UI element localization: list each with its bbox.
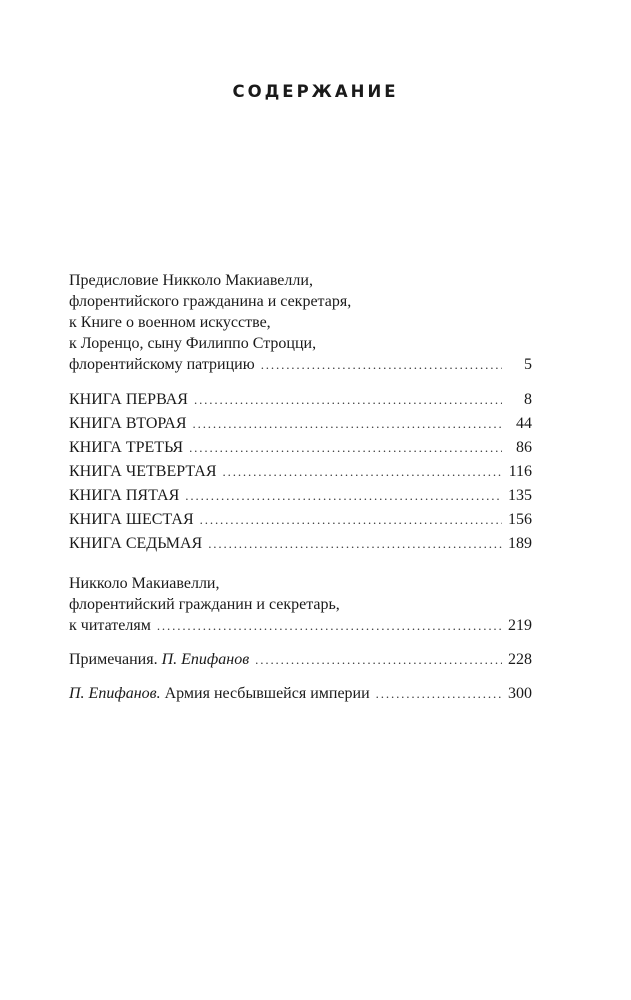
toc-entry-book-5[interactable]: [69, 485, 532, 506]
toc-readers-line: Никколо Макиавелли,: [69, 575, 220, 592]
leader-dots: [194, 389, 502, 410]
toc-entry-book-3[interactable]: [69, 437, 532, 458]
toc-book-label: КНИГА ПЕРВАЯ: [69, 391, 188, 408]
toc-entry-book-6[interactable]: [69, 509, 532, 530]
leader-dots: [193, 413, 503, 434]
leader-dots: [185, 485, 502, 506]
toc-entry-to-readers[interactable]: [69, 573, 532, 636]
toc-page-number: 116: [508, 463, 532, 480]
toc-preface-label: флорентийскому патрицию: [69, 356, 255, 373]
toc-entry-preface[interactable]: [69, 270, 532, 375]
leader-dots: [255, 649, 502, 670]
toc-book-label: КНИГА ТРЕТЬЯ: [69, 439, 184, 456]
toc-page-number: 5: [524, 356, 532, 373]
toc-entry-book-7[interactable]: [69, 533, 532, 554]
toc-entry-notes[interactable]: [69, 649, 532, 670]
toc-readers-label: к читателям: [69, 617, 151, 634]
toc-preface-line: к Лоренцо, сыну Филиппо Строцци,: [69, 335, 317, 352]
toc-notes-label: Примечания.: [69, 651, 158, 668]
table-of-contents: [69, 270, 532, 704]
toc-page-number: 228: [508, 651, 532, 668]
toc-book-label: КНИГА ШЕСТАЯ: [69, 511, 194, 528]
toc-essay-label: Армия несбывшейся империи: [164, 685, 370, 702]
toc-page-number: 8: [524, 391, 532, 408]
toc-page-number: 300: [508, 685, 532, 702]
toc-preface-line: флорентийского гражданина и секретаря,: [69, 293, 352, 310]
toc-book-label: КНИГА ЧЕТВЕРТАЯ: [69, 463, 217, 480]
leader-dots: [200, 509, 502, 530]
leader-dots: [261, 354, 502, 375]
toc-preface-last-line: [69, 354, 532, 375]
toc-essay-author: П. Епифанов.: [69, 685, 161, 702]
toc-page-number: 189: [508, 535, 532, 552]
leader-dots: [189, 437, 502, 458]
toc-readers-line: флорентийский гражданин и секретарь,: [69, 596, 340, 613]
page-title: СОДЕРЖАНИЕ: [232, 82, 399, 101]
toc-preface-line: к Книге о военном искусстве,: [69, 314, 271, 331]
leader-dots: [157, 615, 502, 636]
toc-entry-essay[interactable]: [69, 683, 532, 704]
toc-book-label: КНИГА ПЯТАЯ: [69, 487, 180, 504]
toc-entry-book-4[interactable]: [69, 461, 532, 482]
toc-readers-last-line: [69, 615, 532, 636]
toc-page-number: 44: [516, 415, 532, 432]
toc-books: [69, 389, 532, 554]
toc-page-number: 86: [516, 439, 532, 456]
toc-book-label: КНИГА ВТОРАЯ: [69, 415, 187, 432]
toc-page-number: 219: [508, 617, 532, 634]
toc-book-label: КНИГА СЕДЬМАЯ: [69, 535, 203, 552]
toc-entry-book-2[interactable]: [69, 413, 532, 434]
toc-page-number: 156: [508, 511, 532, 528]
toc-page-number: 135: [508, 487, 532, 504]
toc-preface-line: Предисловие Никколо Макиавелли,: [69, 272, 313, 289]
leader-dots: [223, 461, 502, 482]
toc-entry-book-1[interactable]: [69, 389, 532, 410]
leader-dots: [208, 533, 502, 554]
leader-dots: [376, 683, 502, 704]
toc-notes-author: П. Епифанов: [161, 651, 250, 668]
